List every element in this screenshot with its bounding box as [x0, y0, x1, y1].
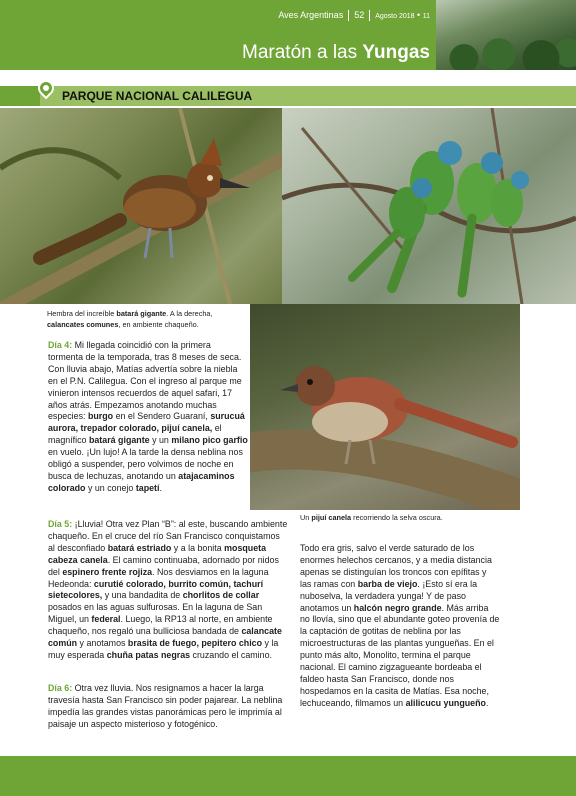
caption-top — [47, 308, 247, 330]
text: y una bandadita de — [102, 590, 183, 601]
paragraph-day-4 — [48, 340, 248, 495]
issue-date: Agosto 2018 — [375, 13, 415, 20]
caption-pijui — [300, 512, 520, 523]
species: batará gigante — [88, 435, 150, 446]
title-bold: Yungas — [362, 42, 430, 63]
text: y a la bonita — [171, 542, 225, 553]
calancates-illustration — [282, 108, 576, 304]
photo-pijui-canela — [250, 304, 520, 510]
park-band-accent — [0, 86, 40, 106]
text: . — [485, 697, 489, 708]
paragraph-day-5 — [48, 519, 288, 662]
species: brasita de fuego, pepitero chico — [127, 638, 263, 649]
species: atajacaminos colorado — [48, 470, 235, 493]
page-number: 11 — [422, 13, 430, 20]
species: surucuá aurora, trepador colorado, pijuí canela, — [48, 411, 245, 434]
text: Mi llegada coincidió con la primera tormenta de la temporada, tras 8 meses de seca. Con lluvia abajo, Matías advertía sobre la niebla en el P.N. Calilegua. Con el ingreso al parque me vinieron intensos recuerdos de aquel safari, 17 años atrás. Empezamos anotando muchas especies: — [48, 340, 242, 422]
page-footer — [0, 756, 576, 796]
caption-text: recorriendo la selva oscura. — [351, 513, 443, 522]
species: chorlitos de collar — [182, 590, 260, 601]
species: calancate común — [48, 626, 282, 649]
species: milano pico garfio — [171, 435, 248, 446]
bullet: • — [417, 10, 421, 20]
species: tapetí — [135, 482, 160, 493]
species: curutié colorado, burrito común, tachurí sietecolores, — [48, 578, 264, 601]
text: posados en las aguas sulfurosas. En la laguna de San Miguel, un — [48, 602, 263, 625]
day-label: Día 5: — [48, 519, 73, 529]
text: y un conejo — [85, 482, 136, 493]
text: en el Sendero Guaraní, — [113, 411, 211, 422]
species: alilicucu yungueño — [405, 697, 486, 708]
caption-bold: calancates comunes — [47, 320, 119, 329]
text: . — [159, 482, 162, 493]
species: mosqueta cabeza canela — [48, 542, 267, 565]
species: chuña patas negras — [106, 649, 191, 660]
species: espinero frente rojiza — [62, 566, 153, 577]
page-meta — [278, 10, 430, 21]
text: Todo era gris, salvo el verde saturado de los enormes helechos cercanos, y a media distancia apenas se distinguían los troncos con epífitas y las ramas con — [300, 543, 492, 589]
species: barba de viejo — [357, 578, 418, 589]
photo-calancates — [282, 108, 576, 304]
caption-text: Un — [300, 513, 312, 522]
caption-bold: pijuí canela — [311, 513, 352, 522]
text: . Nos desviamos en la laguna Hedeonda: — [48, 566, 269, 589]
caption-bold: batará gigante — [116, 309, 167, 318]
text: Otra vez lluvia. Nos resignamos a hacer la larga travesía hasta San Francisco sin poder pajarear. La neblina impedía las grandes vistas panorámicas pero le imprimía al paisaje un aspecto misterioso y fotogénico. — [48, 683, 283, 729]
caption-text: , en ambiente chaqueño. — [118, 320, 199, 329]
text: ¡Lluvia! Otra vez Plan “B”: al este, buscando ambiente chaqueño. En el cruce del río San Francisco conquistamos al desconfiado — [48, 519, 288, 553]
text: en vuelo. ¡Un lujo! A la tarde la densa neblina nos obligó a suspender, pero volvimos de noche en busca de lechuzas, anotando un — [48, 447, 243, 481]
caption-text: . A la derecha, — [166, 309, 213, 318]
batara-illustration — [0, 108, 282, 304]
text: . ¡Esto sí era la nuboselva, la verdadera yunga! Y de paso anotamos un — [300, 578, 478, 613]
text: y anotamos — [77, 638, 128, 649]
park-name: PARQUE NACIONAL CALILEGUA — [62, 89, 253, 103]
text: . Más arriba no llovía, sino que el abundante goteo provenía de la captación de gotitas de neblina por las microestructuras de las plantas yungueñas. En el punto más alto, Monolito, termina el parque nacional. El camino zigzagueante bordeaba el faldeo hasta San Francisco, donde nos hospedamos en la casita de Matías. Esa noche, lechuceando, filmamos un — [300, 602, 500, 708]
text: . Luego, la RP13 al norte, en ambiente chaqueño, nos regaló una bulliciosa bandada de — [48, 614, 273, 637]
text: cruzando el camino. — [190, 649, 272, 660]
species: halcón negro grande — [353, 602, 442, 613]
text: y la muy esperada — [48, 638, 279, 660]
photo-batara-gigante — [0, 108, 282, 304]
species: federal — [91, 614, 121, 625]
divider — [369, 10, 370, 21]
paragraph-right-column — [300, 543, 500, 710]
issue-number: 52 — [354, 10, 365, 20]
divider — [348, 10, 349, 21]
species: burgo — [87, 411, 114, 422]
day-label: Día 6: — [48, 683, 73, 693]
text: el magnífico — [48, 423, 222, 446]
text: . El camino continuaba, adornado por nidos del — [48, 554, 279, 577]
paragraph-day-6 — [48, 683, 288, 731]
day-label: Día 4: — [48, 340, 73, 350]
caption-text: Hembra del increíble — [47, 309, 117, 318]
magazine-name: Aves Argentinas — [278, 10, 344, 20]
pijui-illustration — [250, 304, 520, 510]
text: y un — [149, 435, 172, 446]
forest-header-photo — [436, 0, 576, 70]
section-title — [242, 42, 430, 64]
title-light: Maratón a las — [242, 42, 363, 63]
species: batará estriado — [107, 542, 172, 553]
